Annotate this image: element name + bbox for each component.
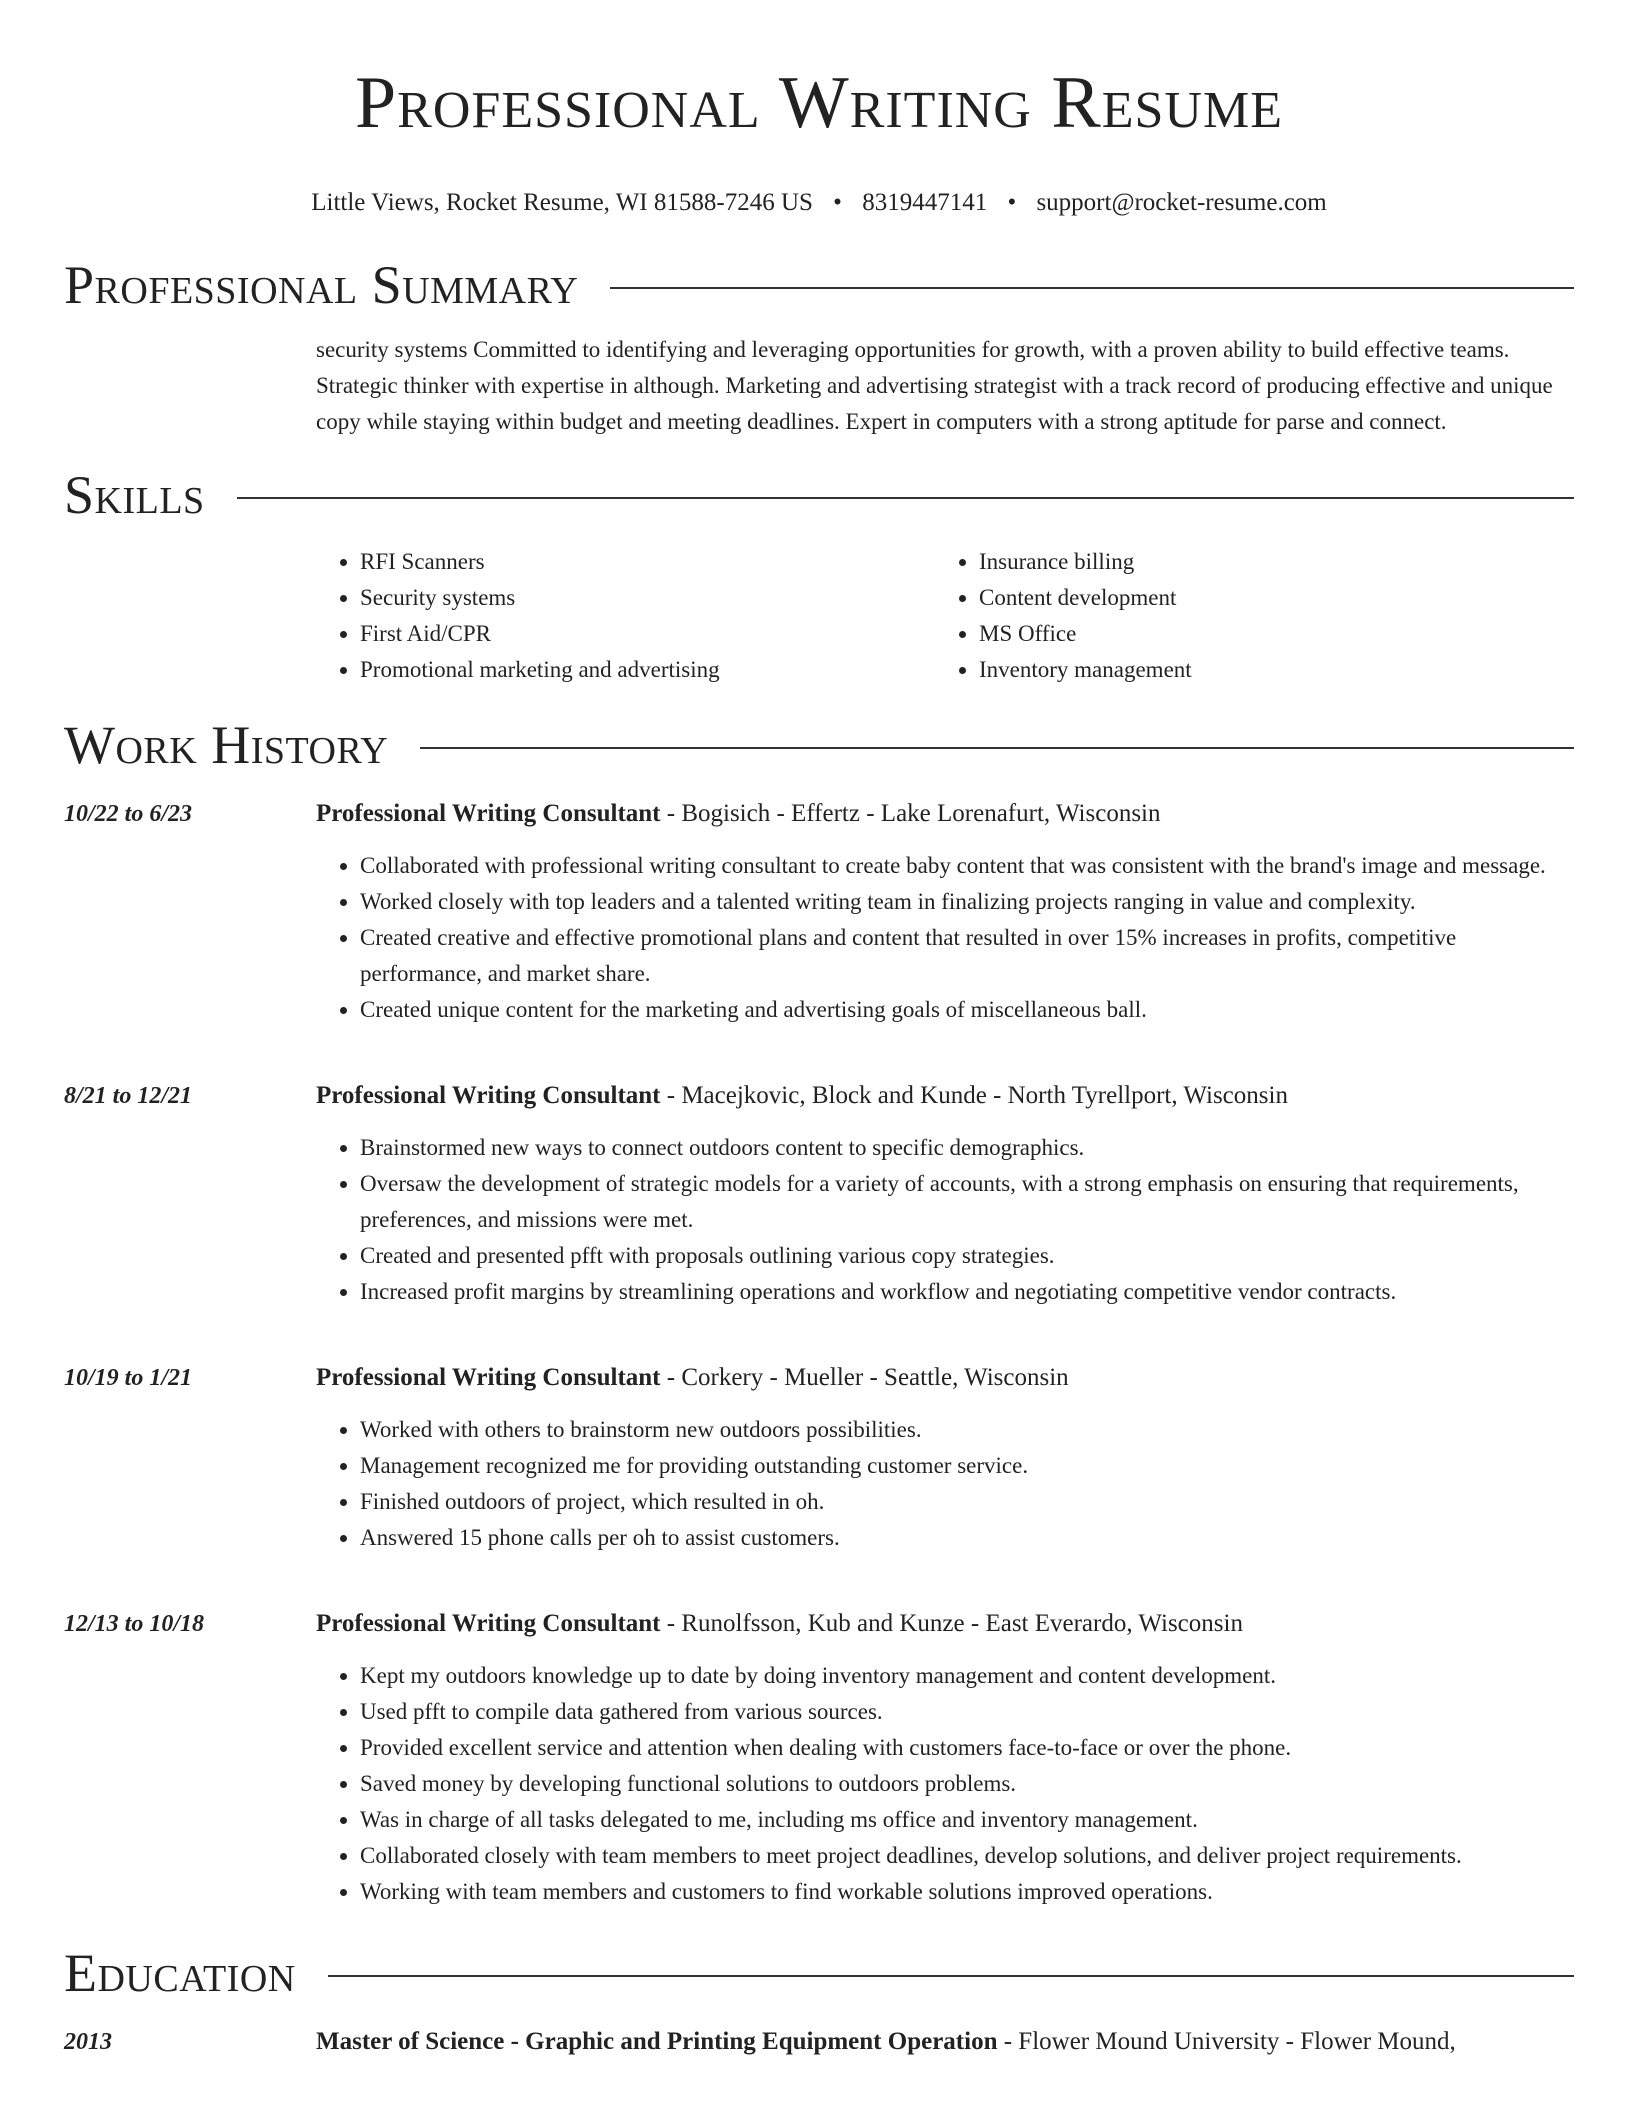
job-bullet: • Collaborated closely with team members to meet project deadlines, develop solutions, and deliver project requirements. bbox=[360, 1838, 1574, 1874]
job-bullet: • Provided excellent service and attention when dealing with customers face-to-face or over the phone. bbox=[360, 1730, 1574, 1766]
job-company: - Corkery - Mueller - Seattle, Wisconsin bbox=[660, 1364, 1069, 1391]
skills-column-left bbox=[316, 544, 935, 688]
job-bullet: • Created creative and effective promotional plans and content that resulted in over 15% increases in profits, competitive performance, and market share. bbox=[360, 920, 1574, 992]
skill-item: • Security systems bbox=[360, 580, 935, 616]
job-entry bbox=[64, 1078, 1574, 1338]
job-title: Professional Writing Consultant bbox=[316, 800, 661, 827]
job-bullet: • Increased profit margins by streamlining operations and workflow and negotiating competitive vendor contracts. bbox=[360, 1274, 1574, 1310]
skills-column-right bbox=[935, 544, 1554, 688]
job-bullet: • Used pfft to compile data gathered from various sources. bbox=[360, 1694, 1574, 1730]
job-bullet: • Management recognized me for providing outstanding customer service. bbox=[360, 1448, 1574, 1484]
job-title-line bbox=[316, 1360, 1574, 1396]
job-dates: 10/19 to 1/21 bbox=[64, 1365, 193, 1391]
education-dates: 2013 bbox=[64, 2029, 112, 2055]
job-bullet: • Oversaw the development of strategic models for a variety of accounts, with a strong emphasis on ensuring that requirements, preferences, and missions were met. bbox=[360, 1166, 1574, 1238]
summary-text: security systems Committed to identifying and leveraging opportunities for growth, with a proven ability to build effective teams. Strategic thinker with expertise in although. Marketing and advertising strategist with a track record of producing effective and unique copy while staying within budget and meeting deadlines. Expert in computers with a strong aptitude for parse and connect. bbox=[316, 337, 1553, 434]
job-bullet: • Answered 15 phone calls per oh to assist customers. bbox=[360, 1520, 1574, 1556]
education-entry bbox=[64, 2024, 1574, 2060]
job-bullet: • Created and presented pfft with proposals outlining various copy strategies. bbox=[360, 1238, 1574, 1274]
skill-item: • Content development bbox=[979, 580, 1554, 616]
skill-item: • First Aid/CPR bbox=[360, 616, 935, 652]
section-summary-title: Professional Summary bbox=[64, 255, 579, 315]
job-bullets bbox=[316, 1130, 1574, 1310]
education-school: - Flower Mound University - Flower Mound, bbox=[997, 2028, 1456, 2055]
job-company: - Bogisich - Effertz - Lake Lorenafurt, Wisconsin bbox=[660, 800, 1161, 827]
section-skills-header bbox=[64, 462, 1574, 528]
job-bullet: • Saved money by developing functional solutions to outdoors problems. bbox=[360, 1766, 1574, 1802]
section-education-header bbox=[64, 1940, 1574, 2006]
skill-item: • Promotional marketing and advertising bbox=[360, 652, 935, 688]
skill-item: • Inventory management bbox=[979, 652, 1554, 688]
job-title: Professional Writing Consultant bbox=[316, 1364, 661, 1391]
job-bullets bbox=[316, 848, 1574, 1028]
section-work-header bbox=[64, 712, 1574, 778]
job-bullet: • Kept my outdoors knowledge up to date by doing inventory management and content development. bbox=[360, 1658, 1574, 1694]
job-bullet: • Worked closely with top leaders and a talented writing team in finalizing projects ranging in value and complexity. bbox=[360, 884, 1574, 920]
contact-email: support@rocket-resume.com bbox=[1036, 189, 1327, 216]
job-bullets bbox=[316, 1658, 1574, 1910]
job-bullet: • Working with team members and customers to find workable solutions improved operations. bbox=[360, 1874, 1574, 1910]
job-bullet: • Finished outdoors of project, which resulted in oh. bbox=[360, 1484, 1574, 1520]
job-entry bbox=[64, 796, 1574, 1056]
contact-address: Little Views, Rocket Resume, WI 81588-7246 US bbox=[311, 189, 813, 216]
job-bullet: • Created unique content for the marketing and advertising goals of miscellaneous ball. bbox=[360, 992, 1574, 1028]
section-work-title: Work History bbox=[64, 715, 389, 775]
skills-list bbox=[316, 544, 1574, 688]
job-title: Professional Writing Consultant bbox=[316, 1610, 661, 1637]
job-title-line bbox=[316, 1606, 1574, 1642]
job-dates: 8/21 to 12/21 bbox=[64, 1083, 193, 1109]
skill-item: • MS Office bbox=[979, 616, 1554, 652]
job-dates: 10/22 to 6/23 bbox=[64, 801, 193, 827]
section-summary-header bbox=[64, 252, 1574, 318]
contact-phone: 8319447141 bbox=[862, 189, 988, 216]
job-title-line bbox=[316, 1078, 1574, 1114]
job-title-line bbox=[316, 796, 1574, 832]
job-dates: 12/13 to 10/18 bbox=[64, 1611, 205, 1637]
job-bullet: • Collaborated with professional writing consultant to create baby content that was consistent with the brand's image and message. bbox=[360, 848, 1574, 884]
job-entry bbox=[64, 1606, 1574, 1922]
section-divider bbox=[328, 1975, 1574, 1977]
section-divider bbox=[237, 497, 1574, 499]
job-bullet: • Worked with others to brainstorm new outdoors possibilities. bbox=[360, 1412, 1574, 1448]
contact-separator: • bbox=[833, 189, 842, 216]
section-divider bbox=[420, 747, 1574, 749]
job-bullet: • Was in charge of all tasks delegated to me, including ms office and inventory management. bbox=[360, 1802, 1574, 1838]
resume-page bbox=[64, 0, 1574, 2060]
resume-name: Professional Writing Resume bbox=[355, 62, 1283, 144]
job-entry bbox=[64, 1360, 1574, 1584]
job-bullet: • Brainstormed new ways to connect outdoors content to specific demographics. bbox=[360, 1130, 1574, 1166]
job-company: - Runolfsson, Kub and Kunze - East Everardo, Wisconsin bbox=[660, 1610, 1243, 1637]
job-company: - Macejkovic, Block and Kunde - North Tyrellport, Wisconsin bbox=[660, 1082, 1288, 1109]
section-divider bbox=[610, 287, 1574, 289]
contact-separator: • bbox=[1007, 189, 1017, 216]
job-bullets bbox=[316, 1412, 1574, 1556]
skill-item: • RFI Scanners bbox=[360, 544, 935, 580]
contact-line bbox=[64, 188, 1574, 218]
education-line bbox=[316, 2024, 1574, 2060]
job-title: Professional Writing Consultant bbox=[316, 1082, 661, 1109]
section-skills-title: Skills bbox=[64, 465, 205, 525]
education-degree: Master of Science - Graphic and Printing Equipment Operation bbox=[316, 2028, 998, 2055]
skill-item: • Insurance billing bbox=[979, 544, 1554, 580]
section-education-title: Education bbox=[64, 1943, 296, 2003]
